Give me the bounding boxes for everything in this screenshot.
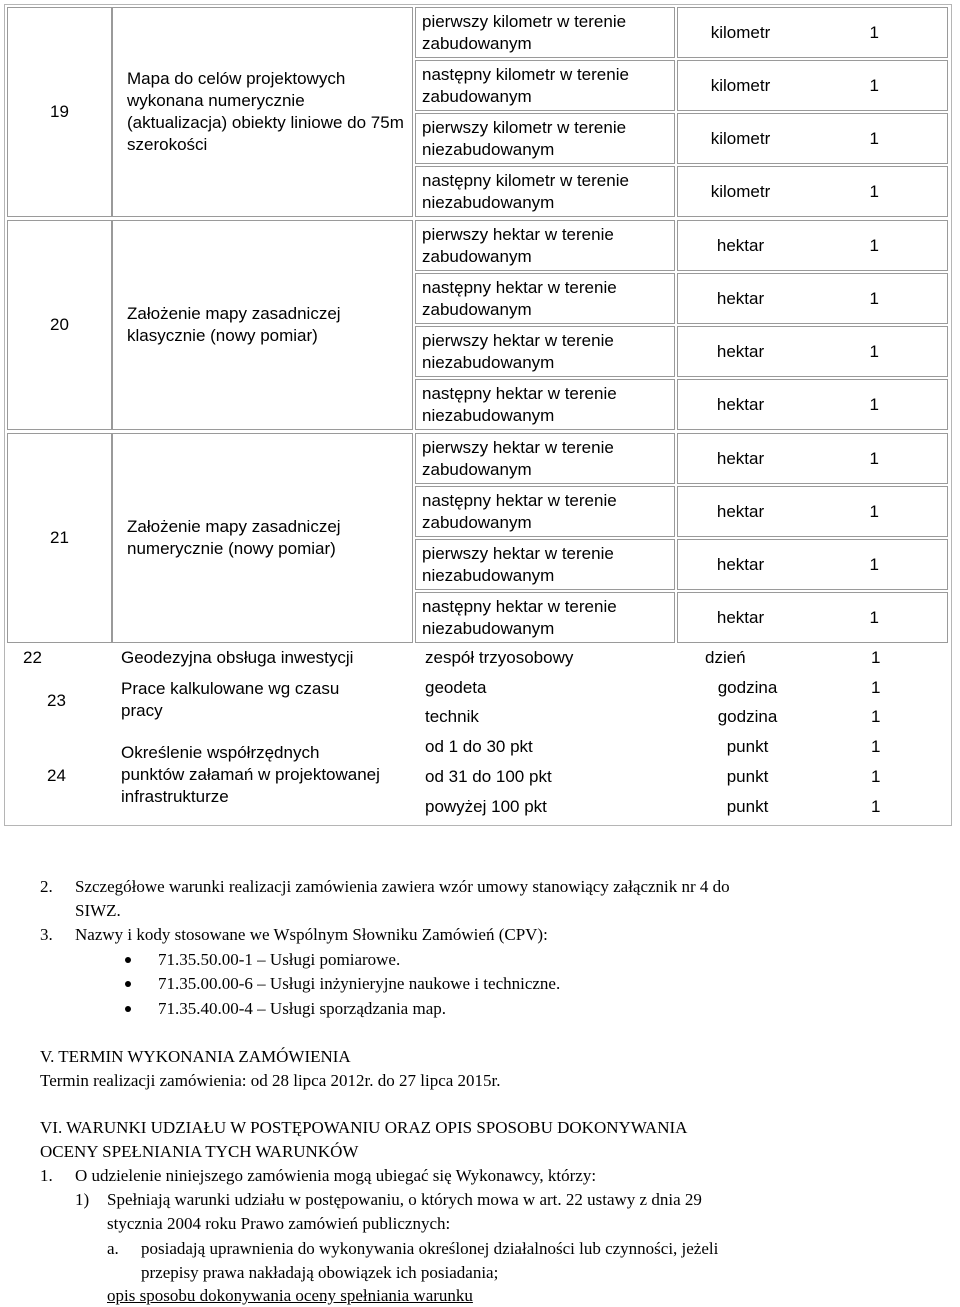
- quantity-text: 1: [869, 235, 879, 255]
- variant-cell: [415, 113, 675, 164]
- quantity-text: 1: [871, 707, 881, 726]
- service-description-text: Określenie współrzędnych punktów załamań w projektowanej infrastrukturze: [121, 743, 380, 806]
- variant-text: następny kilometr w terenie niezabudowanym: [422, 170, 629, 212]
- variant-cell: [415, 220, 675, 271]
- item-1-1-line-1: Spełniają warunki udziału w postępowaniu, o których mowa w art. 22 ustawy z dnia 29: [107, 1190, 702, 1209]
- unit-text: kilometr: [710, 128, 771, 148]
- variant-text: technik: [425, 707, 479, 726]
- services-table: [4, 4, 952, 826]
- quantity-text: 1: [871, 737, 881, 756]
- variant-text: pierwszy hektar w terenie niezabudowanym: [422, 330, 614, 372]
- quantity-text: 1: [871, 767, 881, 786]
- unit-text: hektar: [716, 394, 765, 414]
- item-number: 3.: [40, 925, 53, 944]
- unit-text: kilometr: [710, 181, 771, 201]
- section-5-heading: V. TERMIN WYKONANIA ZAMÓWIENIA: [40, 1047, 351, 1066]
- quantity-text: 1: [869, 75, 879, 95]
- unit-text: godzina: [717, 707, 778, 726]
- quantity-text: 1: [869, 501, 879, 521]
- unit-text: hektar: [716, 501, 765, 521]
- quantity-text: 1: [869, 128, 879, 148]
- variant-text: następny hektar w terenie niezabudowanym: [422, 383, 617, 425]
- item-number: 1.: [40, 1166, 53, 1185]
- service-description: [112, 7, 413, 217]
- unit-text: hektar: [716, 607, 765, 627]
- variant-text: pierwszy hektar w terenie zabudowanym: [422, 224, 614, 266]
- item-a-line-1: posiadają uprawnienia do wykonywania określonej działalności lub czynności, jeżeli: [141, 1239, 719, 1258]
- quantity-text: 1: [869, 341, 879, 361]
- unit-text: hektar: [716, 288, 765, 308]
- cpv-item: 71.35.00.00-6 – Usługi inżynieryjne naukowe i techniczne.: [158, 974, 561, 993]
- variant-cell: [415, 433, 675, 484]
- quantity-text: 1: [871, 648, 881, 667]
- variant-cell: [415, 539, 675, 590]
- service-description-text: Geodezyjna obsługa inwestycji: [121, 648, 354, 667]
- row-number-text: 22: [23, 648, 42, 667]
- row-number: [7, 433, 112, 643]
- item-a-link: opis sposobu dokonywania oceny spełniania warunku: [107, 1286, 473, 1305]
- variant-cell: [415, 273, 675, 324]
- section-6-heading-line-2: OCENY SPEŁNIANIA TYCH WARUNKÓW: [40, 1142, 359, 1161]
- row-number-text: 19: [50, 102, 69, 121]
- item-a-line-2: przepisy prawa nakładają obowiązek ich posiadania;: [141, 1263, 499, 1282]
- service-description-text: Założenie mapy zasadniczej numerycznie (nowy pomiar): [127, 517, 341, 558]
- quantity-text: 1: [869, 181, 879, 201]
- unit-qty-cell: [677, 326, 948, 377]
- variant-text: pierwszy hektar w terenie zabudowanym: [422, 437, 614, 479]
- item-1-text: O udzielenie niniejszego zamówienia mogą ubiegać się Wykonawcy, którzy:: [75, 1166, 597, 1185]
- service-description: [112, 433, 413, 643]
- unit-text: dzień: [705, 648, 746, 667]
- quantity-text: 1: [869, 607, 879, 627]
- unit-qty-cell: [677, 166, 948, 217]
- unit-text: hektar: [716, 341, 765, 361]
- unit-qty-cell: [677, 433, 948, 484]
- section-6-heading-line-1: VI. WARUNKI UDZIAŁU W POSTĘPOWANIU ORAZ OPIS SPOSOBU DOKONYWANIA: [40, 1118, 688, 1137]
- cpv-item: 71.35.50.00-1 – Usługi pomiarowe.: [158, 950, 401, 969]
- variant-text: pierwszy kilometr w terenie zabudowanym: [422, 11, 627, 53]
- service-description-text: Prace kalkulowane wg czasu pracy: [121, 679, 340, 720]
- variant-cell: [415, 166, 675, 217]
- variant-text: zespół trzyosobowy: [425, 648, 574, 667]
- cpv-item: 71.35.40.00-4 – Usługi sporządzania map.: [158, 999, 446, 1018]
- unit-qty-cell: [677, 379, 948, 430]
- row-number: [7, 220, 112, 430]
- variant-text: powyżej 100 pkt: [425, 797, 547, 816]
- variant-text: następny kilometr w terenie zabudowanym: [422, 64, 629, 106]
- unit-qty-cell: [677, 113, 948, 164]
- paragraph-2-line-1: Szczegółowe warunki realizacji zamówienia zawiera wzór umowy stanowiący załącznik nr 4 do: [75, 877, 730, 896]
- quantity-text: 1: [871, 797, 881, 816]
- variant-cell: [415, 7, 675, 58]
- variant-text: następny hektar w terenie niezabudowanym: [422, 596, 617, 638]
- variant-cell: [415, 592, 675, 643]
- variant-cell: [415, 326, 675, 377]
- unit-qty-cell: [677, 273, 948, 324]
- variant-text: pierwszy kilometr w terenie niezabudowanym: [422, 117, 627, 159]
- unit-qty-cell: [677, 7, 948, 58]
- variant-cell: [415, 379, 675, 430]
- unit-text: godzina: [717, 678, 778, 697]
- item-number: 2.: [40, 877, 53, 896]
- row-number-text: 21: [50, 528, 69, 547]
- unit-text: punkt: [726, 737, 769, 756]
- variant-text: geodeta: [425, 678, 487, 697]
- variant-text: następny hektar w terenie zabudowanym: [422, 490, 617, 532]
- variant-cell: [415, 486, 675, 537]
- unit-text: punkt: [726, 797, 769, 816]
- variant-cell: [415, 60, 675, 111]
- row-number-text: 20: [50, 315, 69, 334]
- unit-qty-cell: [677, 486, 948, 537]
- variant-text: od 31 do 100 pkt: [425, 767, 552, 786]
- service-description-text: Założenie mapy zasadniczej klasycznie (nowy pomiar): [127, 304, 341, 345]
- variant-text: następny hektar w terenie zabudowanym: [422, 277, 617, 319]
- row-number-text: 23: [47, 691, 66, 710]
- quantity-text: 1: [869, 394, 879, 414]
- section-5-text: Termin realizacji zamówienia: od 28 lipca 2012r. do 27 lipca 2015r.: [40, 1071, 501, 1090]
- quantity-text: 1: [869, 22, 879, 42]
- unit-text: hektar: [716, 448, 765, 468]
- quantity-text: 1: [871, 678, 881, 697]
- quantity-text: 1: [869, 554, 879, 574]
- item-number: a.: [107, 1239, 119, 1258]
- paragraph-3: Nazwy i kody stosowane we Wspólnym Słowniku Zamówień (CPV):: [75, 925, 548, 944]
- quantity-text: 1: [869, 448, 879, 468]
- unit-qty-cell: [677, 592, 948, 643]
- unit-text: hektar: [716, 235, 765, 255]
- item-number: 1): [75, 1190, 90, 1209]
- item-1-1-line-2: stycznia 2004 roku Prawo zamówień publicznych:: [107, 1214, 451, 1233]
- service-description: [112, 220, 413, 430]
- variant-text: pierwszy hektar w terenie niezabudowanym: [422, 543, 614, 585]
- paragraph-2-line-2: SIWZ.: [75, 901, 121, 920]
- unit-text: kilometr: [710, 22, 771, 42]
- row-number: [7, 7, 112, 217]
- unit-qty-cell: [677, 539, 948, 590]
- quantity-text: 1: [869, 288, 879, 308]
- service-description-text: Mapa do celów projektowych wykonana numerycznie (aktualizacja) obiekty liniowe do 75m szerokości: [127, 69, 404, 154]
- unit-qty-cell: [677, 220, 948, 271]
- unit-qty-cell: [677, 60, 948, 111]
- unit-text: punkt: [726, 767, 769, 786]
- row-number-text: 24: [47, 766, 66, 785]
- unit-text: hektar: [716, 554, 765, 574]
- unit-text: kilometr: [710, 75, 771, 95]
- variant-text: od 1 do 30 pkt: [425, 737, 533, 756]
